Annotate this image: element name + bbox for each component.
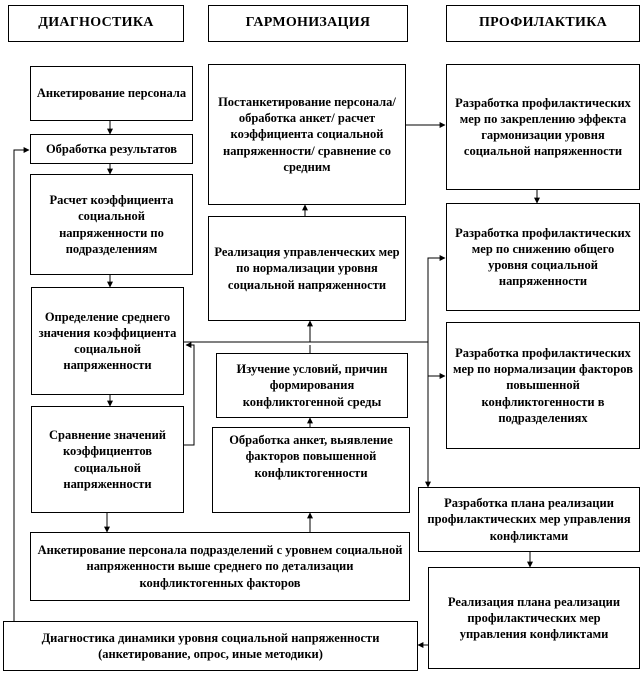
box-plan: Разработка плана реализации профилактических мер управления конфликтами bbox=[418, 487, 640, 552]
box-average: Определение среднего значения коэффициента социальной напряженности bbox=[31, 287, 184, 395]
header-prevention: ПРОФИЛАКТИКА bbox=[446, 5, 640, 42]
arrow-dynamics-feedback bbox=[14, 150, 29, 621]
box-survey: Анкетирование персонала bbox=[30, 66, 193, 121]
box-dept-survey: Анкетирование персонала подразделений с уровнем социальной напряженности выше среднего по детализации конфликтогенных факторов bbox=[30, 532, 410, 601]
box-normalize: Разработка профилактических мер по нормализации факторов повышенной конфликтогенности в подразделениях bbox=[446, 322, 640, 449]
box-harm-processing: Обработка анкет, выявление факторов повышенной конфликтогенности bbox=[212, 427, 410, 513]
box-conditions: Изучение условий, причин формирования конфликтогенной среды bbox=[216, 353, 408, 418]
box-calc: Расчет коэффициента социальной напряженности по подразделениям bbox=[30, 174, 193, 275]
box-consolidate: Разработка профилактических мер по закреплению эффекта гармонизации уровня социальной напряженности bbox=[446, 64, 640, 190]
box-dynamics: Диагностика динамики уровня социальной напряженности (анкетирование, опрос, иные методики) bbox=[3, 621, 418, 671]
box-processing: Обработка результатов bbox=[30, 134, 193, 164]
box-measures: Реализация управленческих мер по нормализации уровня социальной напряженности bbox=[208, 216, 406, 321]
box-implement: Реализация плана реализации профилактических мер управления конфликтами bbox=[428, 567, 640, 669]
box-post-survey: Постанкетирование персонала/ обработка анкет/ расчет коэффициента социальной напряженности/ сравнение со средним bbox=[208, 64, 406, 205]
header-diagnostics: ДИАГНОСТИКА bbox=[8, 5, 184, 42]
box-reduce: Разработка профилактических мер по снижению общего уровня социальной напряженности bbox=[446, 203, 640, 311]
box-compare: Сравнение значений коэффициентов социальной напряженности bbox=[31, 406, 184, 513]
header-harmonization: ГАРМОНИЗАЦИЯ bbox=[208, 5, 408, 42]
arrow-compare-average bbox=[184, 345, 194, 445]
